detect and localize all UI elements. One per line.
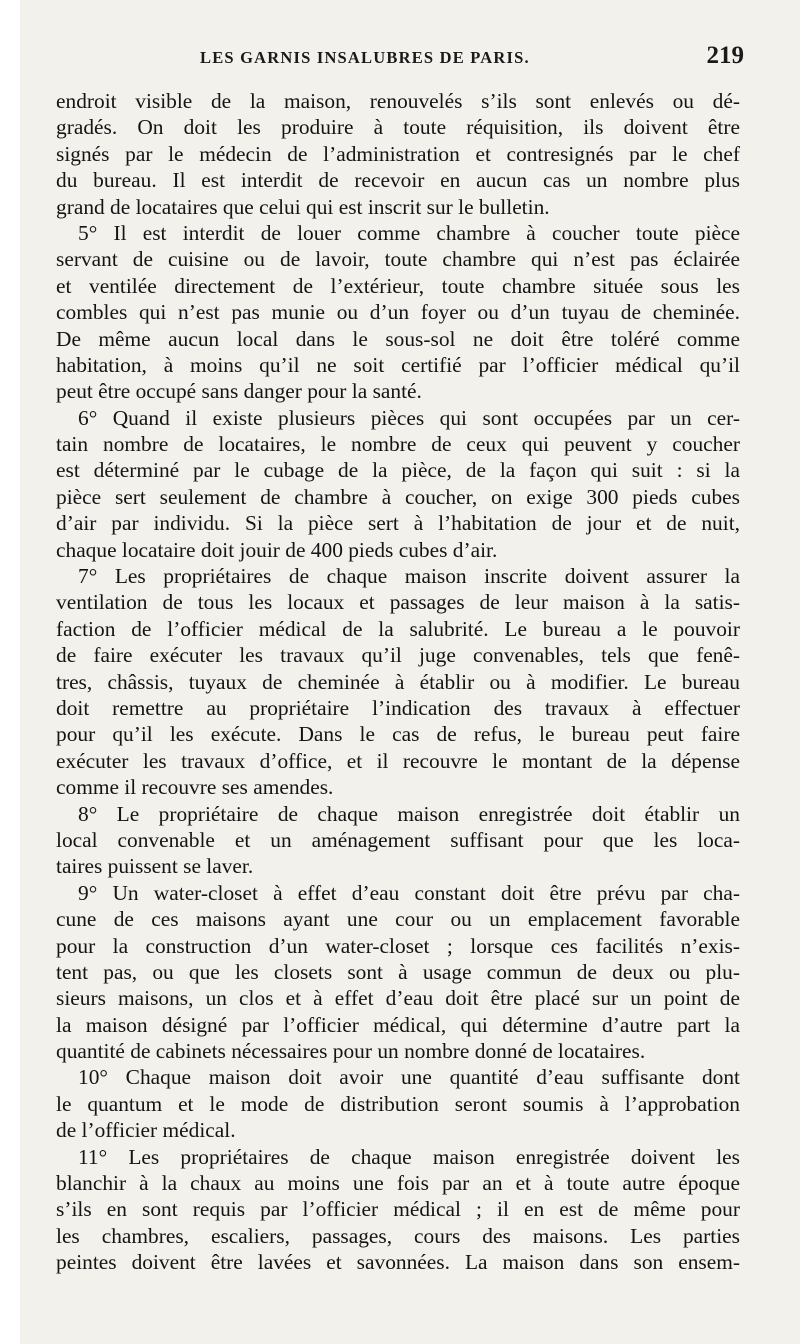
text-line: le quantum et le mode de distribution seront soumis à l’approbation: [56, 1091, 740, 1116]
text-line: cune de ces maisons ayant une cour ou un emplacement favorable: [56, 907, 740, 932]
text-line: la maison désigné par l’officier médical, qui détermine d’autre part la: [56, 1012, 740, 1037]
text-line: endroit visible de la maison, renouvelés s’ils sont enlevés ou dé-: [56, 89, 740, 113]
text-line: grand de locataires que celui qui est inscrit sur le bulletin.: [56, 194, 550, 219]
text-line: gradés. On doit les produire à toute réquisition, ils doivent être: [56, 115, 740, 140]
text-line: local convenable et un aménagement suffisant pour que les loca-: [56, 827, 740, 852]
text-line: comme il recouvre ses amendes.: [56, 775, 334, 800]
text-line: quantité de cabinets nécessaires pour un nombre donné de locataires.: [56, 1039, 646, 1064]
text-line: 7° Les propriétaires de chaque maison inscrite doivent assurer la: [78, 564, 740, 589]
text-line: tres, châssis, tuyaux de cheminée à établir ou à modifier. Le bureau: [56, 669, 740, 694]
page-number: 219: [706, 42, 744, 69]
text-line: combles qui n’est pas munie ou d’un foyer ou d’un tuyau de cheminée.: [56, 300, 740, 325]
text-line: ventilation de tous les locaux et passages de leur maison à la satis-: [56, 590, 740, 615]
text-line: d’air par individu. Si la pièce sert à l’habitation de jour et de nuit,: [56, 511, 740, 536]
text-line: les chambres, escaliers, passages, cours des maisons. Les parties: [56, 1223, 740, 1248]
text-line: blanchir à la chaux au moins une fois par an et à toute autre époque: [56, 1171, 740, 1196]
text-line: doit remettre au propriétaire l’indication des travaux à effectuer: [56, 695, 740, 720]
text-line: du bureau. Il est interdit de recevoir en aucun cas un nombre plus: [56, 168, 740, 193]
running-head: [38, 42, 742, 76]
text-line: De même aucun local dans le sous-sol ne doit être toléré comme: [56, 326, 740, 351]
text-line: de faire exécuter les travaux qu’il juge convenables, tels que fenê-: [56, 643, 740, 668]
text-line: 8° Le propriétaire de chaque maison enregistrée doit établir un: [78, 801, 740, 826]
text-line: pour qu’il les exécute. Dans le cas de refus, le bureau peut faire: [56, 722, 740, 747]
running-title: LES GARNIS INSALUBRES DE PARIS.: [200, 48, 530, 67]
text-line: exécuter les travaux d’office, et il recouvre le montant de la dépense: [56, 748, 740, 773]
text-line: 11° Les propriétaires de chaque maison enregistrée doivent les: [78, 1144, 740, 1169]
text-line: 10° Chaque maison doit avoir une quantité d’eau suffisante dont: [78, 1065, 740, 1090]
text-line: est déterminé par le cubage de la pièce, de la façon qui suit : si la: [56, 458, 740, 483]
text-line: et ventilée directement de l’extérieur, toute chambre située sous les: [56, 273, 740, 298]
text-line: pièce sert seulement de chambre à coucher, on exige 300 pieds cubes: [56, 484, 740, 509]
text-line: 9° Un water-closet à effet d’eau constant doit être prévu par cha-: [78, 880, 740, 905]
text-line: faction de l’officier médical de la salubrité. Le bureau a le pouvoir: [56, 616, 740, 641]
text-line: de l’officier médical.: [56, 1118, 236, 1143]
text-line: 5° Il est interdit de louer comme chambre à coucher toute pièce: [78, 220, 740, 245]
text-line: peut être occupé sans danger pour la santé.: [56, 379, 422, 404]
text-line: 6° Quand il existe plusieurs pièces qui sont occupées par un cer-: [78, 405, 740, 430]
text-line: tent pas, ou que les closets sont à usage commun de deux ou plu-: [56, 959, 740, 984]
body-text: [56, 88, 740, 1276]
text-line: sieurs maisons, un clos et à effet d’eau doit être placé sur un point de: [56, 986, 740, 1011]
text-line: chaque locataire doit jouir de 400 pieds cubes d’air.: [56, 537, 498, 562]
text-line: peintes doivent être lavées et savonnées. La maison dans son ensem-: [56, 1250, 740, 1275]
text-line: taires puissent se laver.: [56, 854, 254, 879]
text-line: signés par le médecin de l’administration et contresignés par le chef: [56, 141, 740, 166]
text-line: pour la construction d’un water-closet ; lorsque ces facilités n’exis-: [56, 933, 740, 958]
text-line: tain nombre de locataires, le nombre de ceux qui peuvent y coucher: [56, 432, 740, 457]
text-line: servant de cuisine ou de lavoir, toute chambre qui n’est pas éclairée: [56, 247, 740, 272]
scan-margin: [0, 0, 20, 1344]
text-line: habitation, à moins qu’il ne soit certifié par l’officier médical qu’il: [56, 352, 740, 377]
text-line: s’ils en sont requis par l’officier médical ; il en est de même pour: [56, 1197, 740, 1222]
